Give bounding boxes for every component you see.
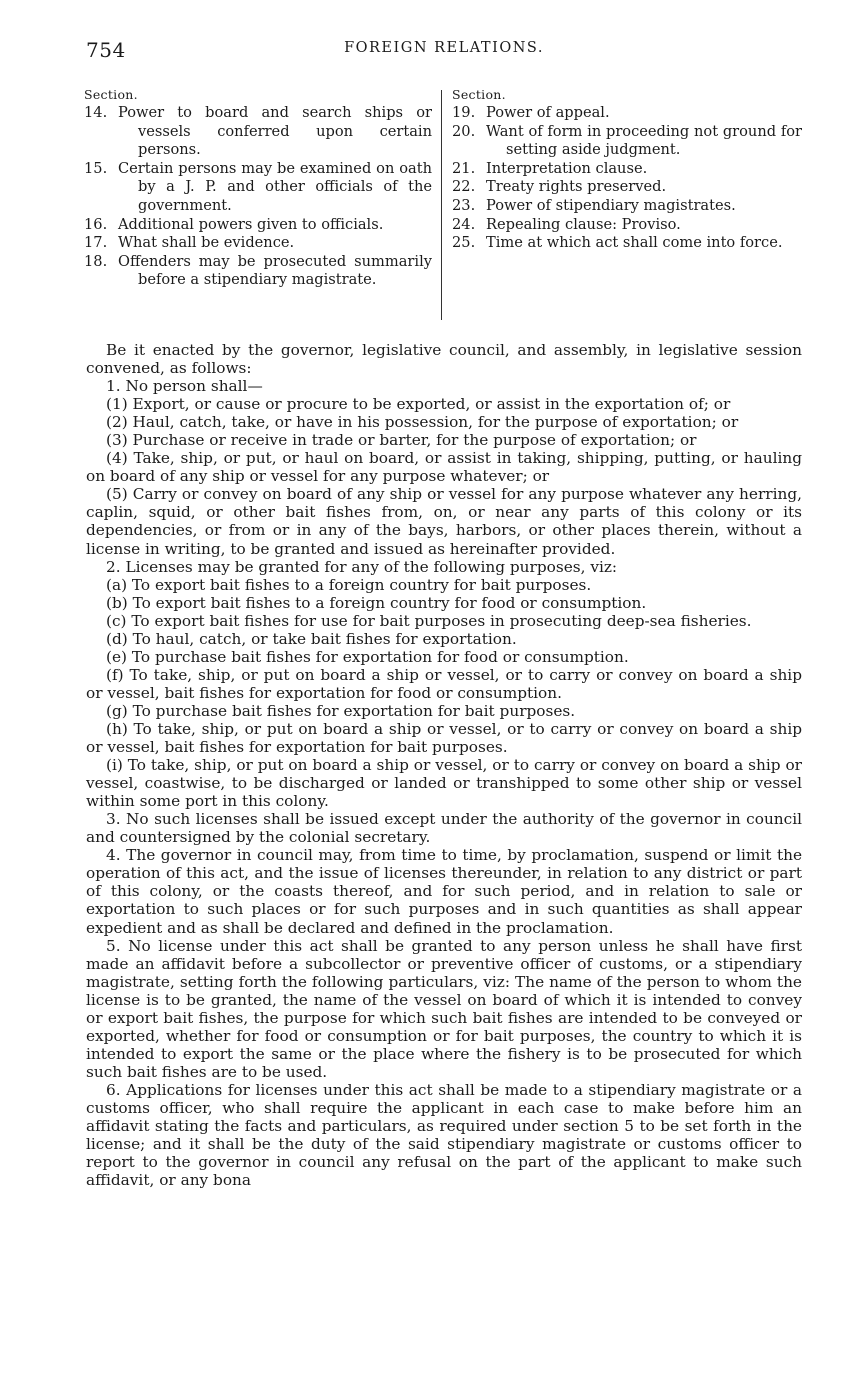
toc-entry-text: Interpretation clause. (486, 159, 648, 177)
paragraph-clause-5: (5) Carry or convey on board of any ship or vessel for any purpose whatever any herring, caplin, squid, or other bait fishes from, on, or near any parts of this colony or its dependencies, or from or in any of the bays, harbors, or other places therein, without a license in writing, to be granted and issued as hereinafter provided. (86, 485, 802, 558)
section-label: Section. (452, 87, 506, 102)
toc-entry-text: What shall be evidence. (118, 234, 295, 252)
toc-entry-number: 17. (84, 234, 108, 252)
toc-entry-number: 16. (84, 215, 108, 233)
paragraph-clause-1: (1) Export, or cause or procure to be exported, or assist in the exportation of; or (106, 395, 731, 414)
toc-entry-number: 15. (84, 159, 108, 177)
toc-entry (452, 123, 802, 160)
toc-entry (452, 216, 802, 235)
toc-entry-number: 18. (84, 252, 108, 270)
toc-entry-text: Time at which act shall come into force. (486, 234, 783, 252)
toc-entry-text: Treaty rights preserved. (486, 178, 667, 196)
paragraph-section-3: 3. No such licenses shall be issued except under the authority of the governor in council and countersigned by the colonial secretary. (86, 810, 802, 847)
page-number: 754 (86, 38, 126, 62)
paragraph-section-4: 4. The governor in council may, from time to time, by proclamation, suspend or limit the operation of this act, and the issue of licenses thereunder, in relation to any district or part of this colony, or the coasts thereof, and for such period, and in relation to sale or exportation to such places or for such purposes and in such quantities as shall appear expedient and as shall be declared and defined in the proclamation. (86, 846, 802, 937)
toc-entry-number: 23. (452, 196, 476, 214)
running-head: FOREIGN RELATIONS. (344, 40, 544, 56)
toc-entry-text: Power of appeal. (486, 104, 610, 121)
toc-entry-text: Offenders may be prosecuted summarily before a stipendiary magistrate. (118, 252, 432, 289)
toc-entry (452, 160, 802, 179)
toc-entry-number: 25. (452, 234, 476, 252)
toc-entry-text: Power of stipendiary magistrates. (486, 196, 736, 214)
toc-entry (452, 197, 802, 216)
paragraph-item-a: (a) To export bait fishes to a foreign country for bait purposes. (106, 575, 592, 594)
paragraph-clause-2: (2) Haul, catch, take, or have in his possession, for the purpose of exportation; or (106, 413, 739, 432)
paragraph-enacting-clause: Be it enacted by the governor, legislative council, and assembly, in legislative session convened, as follows: (86, 341, 802, 378)
toc-entry-text: Certain persons may be examined on oath by a J. P. and other officials of the government. (118, 159, 432, 214)
paragraph-item-i: (i) To take, ship, or put on board a ship or vessel, or to carry or convey on board a ship or vessel, coastwise, to be discharged or landed or transhipped to some other ship or vessel within some port in this colony. (86, 756, 802, 811)
toc-entry-text: Want of form in proceeding not ground for setting aside judgment. (486, 122, 802, 159)
paragraph-clause-3: (3) Purchase or receive in trade or barter, for the purpose of exportation; or (106, 431, 697, 450)
column-divider (441, 90, 442, 320)
paragraph-item-e: (e) To purchase bait fishes for exportation for food or consumption. (106, 647, 629, 666)
paragraph-section-6: 6. Applications for licenses under this act shall be made to a stipendiary magistrate or a customs officer, who shall require the applicant in each case to make before him an affidavit stating the facts and particulars, as required under section 5 to be set forth in the license; and it shall be the duty of the said stipendiary magistrate or customs officer to report to the governor in council any refusal on the part of the applicant to make such affidavit, or any bona (86, 1080, 802, 1190)
toc-entry (84, 253, 432, 290)
toc-entry (452, 234, 802, 253)
toc-entry (84, 234, 432, 253)
toc-entry-number: 21. (452, 159, 476, 177)
toc-entry (84, 104, 432, 160)
toc-right-column (452, 86, 802, 253)
toc-entry-number: 19. (452, 104, 476, 121)
toc-entry-number: 22. (452, 178, 476, 196)
paragraph-item-g: (g) To purchase bait fishes for exportation for bait purposes. (106, 701, 576, 720)
section-label: Section. (84, 87, 138, 102)
toc-entry-text: Power to board and search ships or vessels conferred upon certain persons. (118, 104, 432, 159)
toc-entry-number: 20. (452, 122, 476, 140)
toc-entry-text: Repealing clause: Proviso. (486, 215, 681, 233)
toc-entry-text: Additional powers given to officials. (118, 215, 384, 233)
toc-entry-number: 14. (84, 104, 108, 121)
toc-left-column (84, 86, 432, 290)
toc-entry (84, 216, 432, 235)
paragraph-section-1: 1. No person shall— (106, 377, 263, 396)
paragraph-item-f: (f) To take, ship, or put on board a ship or vessel, or to carry or convey on board a ship or vessel, bait fishes for exportation for food or consumption. (86, 665, 802, 702)
paragraph-item-h: (h) To take, ship, or put on board a ship or vessel, or to carry or convey on board a ship or vessel, bait fishes for exportation for bait purposes. (86, 719, 802, 757)
page-header (86, 38, 802, 64)
toc-entry-number: 24. (452, 215, 476, 233)
act-body-text (86, 341, 802, 1189)
paragraph-item-b: (b) To export bait fishes to a foreign country for food or consumption. (106, 593, 647, 612)
paragraph-item-c: (c) To export bait fishes for use for bait purposes in prosecuting deep-sea fisheries. (106, 611, 752, 630)
toc-entry (452, 104, 802, 123)
toc-entry (452, 178, 802, 197)
paragraph-item-d: (d) To haul, catch, or take bait fishes for exportation. (106, 629, 517, 648)
paragraph-clause-4: (4) Take, ship, or put, or haul on board, or assist in taking, shipping, putting, or hauling on board of any ship or vessel for any purpose whatever; or (86, 449, 802, 486)
paragraph-section-2: 2. Licenses may be granted for any of the following purposes, viz: (106, 557, 618, 576)
toc-entry (84, 160, 432, 216)
paragraph-section-5: 5. No license under this act shall be granted to any person unless he shall have first made an affidavit before a subcollector or preventive officer of customs, or a stipendiary magistrate, setting forth the following particulars, viz: The name of the person to whom the license is to be granted, the name of the vessel on board of which it is intended to convey or export bait fishes, the purpose for which such bait fishes are intended to be conveyed or exported, whether for food or consumption or for bait purposes, the country to which it is intended to export the same or the place where the fishery is to be prosecuted for which such bait fishes are to be used. (86, 936, 802, 1081)
